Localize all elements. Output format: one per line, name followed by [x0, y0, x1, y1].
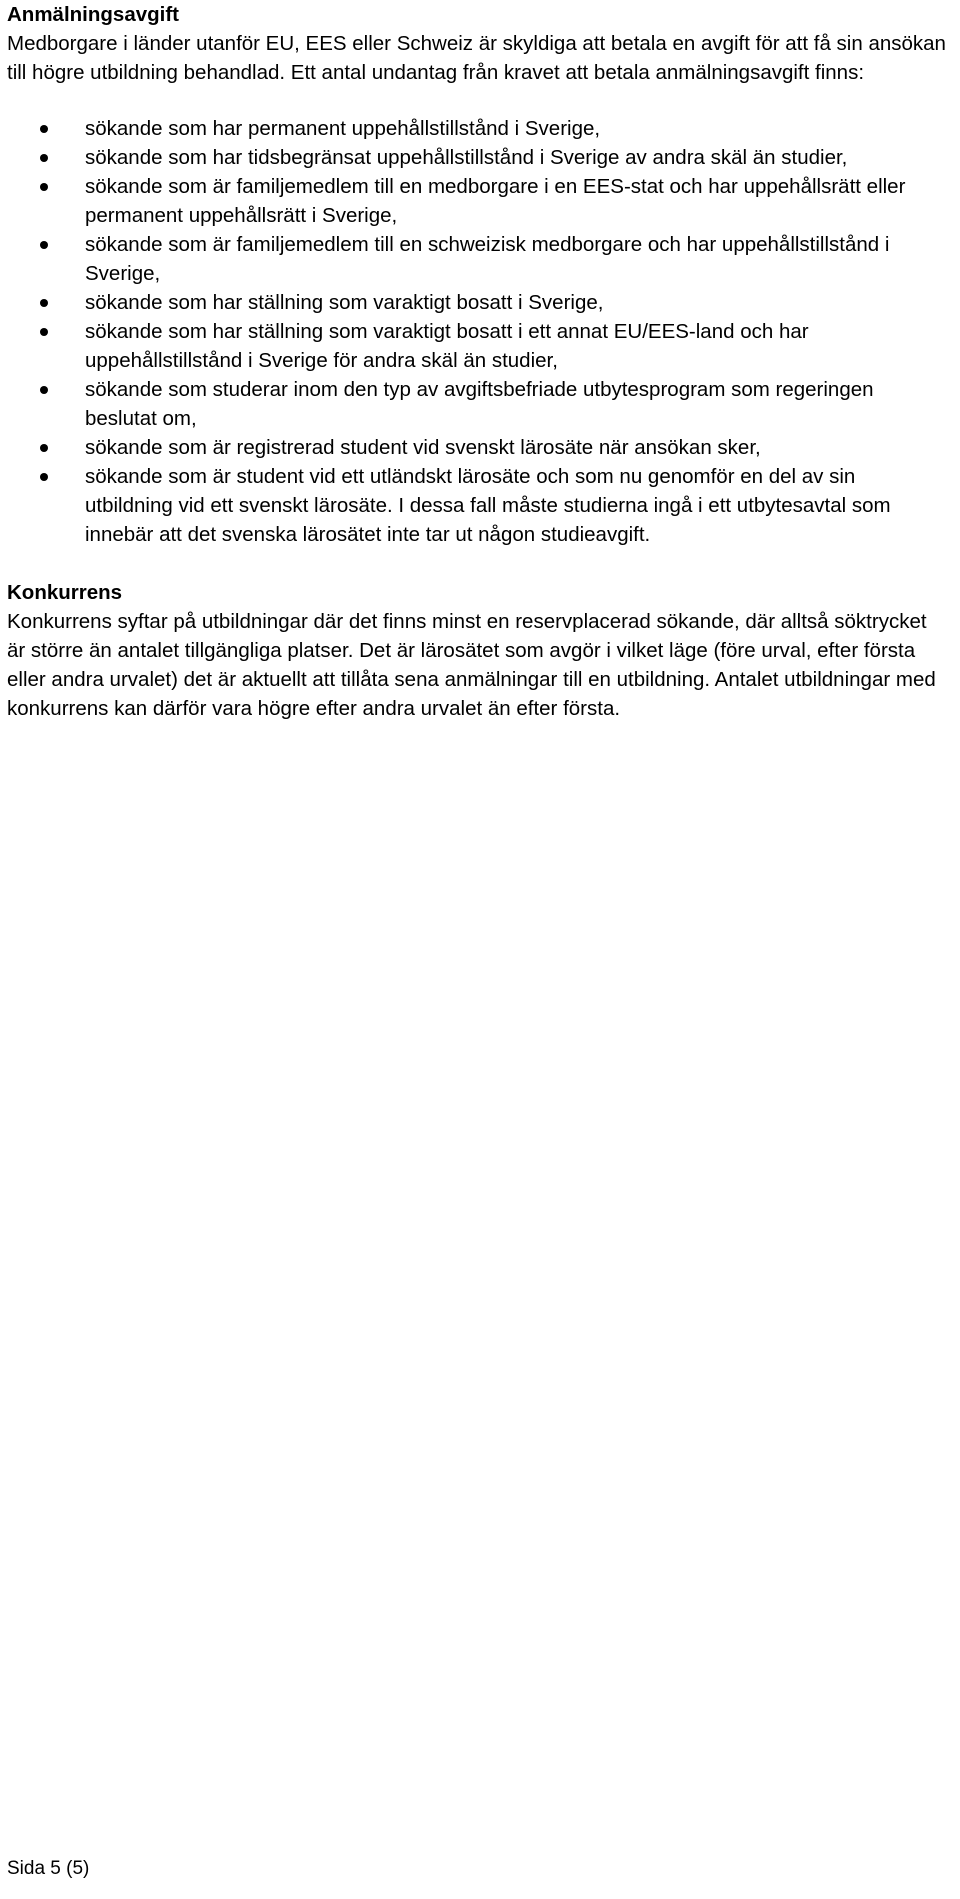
bullet-icon [40, 241, 48, 249]
list-item [7, 172, 947, 230]
section-heading: Anmälningsavgift [7, 3, 179, 26]
list-item-text: sökande som har tidsbegränsat uppehållstillstånd i Sverige av andra skäl än studier, [85, 146, 848, 169]
page-number: Sida 5 (5) [7, 1858, 90, 1879]
document-content [7, 0, 947, 723]
bullet-icon [40, 473, 48, 481]
list-item [7, 433, 947, 462]
bullet-icon [40, 386, 48, 394]
bullet-icon [40, 125, 48, 133]
list-item [7, 375, 947, 433]
list-item [7, 462, 947, 549]
list-item-text: sökande som har ställning som varaktigt bosatt i ett annat EU/EES-land och har uppehållstillstånd i Sverige för andra skäl än studier, [85, 320, 809, 372]
list-item [7, 288, 947, 317]
list-item [7, 114, 947, 143]
bullet-icon [40, 444, 48, 452]
exemption-list [7, 114, 947, 549]
section-heading: Konkurrens [7, 581, 123, 604]
list-item-text: sökande som har permanent uppehållstillstånd i Sverige, [85, 117, 601, 140]
bullet-icon [40, 299, 48, 307]
list-item-text: sökande som har ställning som varaktigt bosatt i Sverige, [85, 291, 604, 314]
list-item-text: sökande som studerar inom den typ av avgiftsbefriade utbytesprogram som regeringen beslutat om, [85, 378, 874, 430]
list-item [7, 143, 947, 172]
list-item [7, 230, 947, 288]
section-intro: Medborgare i länder utanför EU, EES eller Schweiz är skyldiga att betala en avgift för att få sin ansökan till högre utbildning behandlad. Ett antal undantag från kravet att betala anmälningsavgift finns: [7, 32, 946, 84]
bullet-icon [40, 154, 48, 162]
bullet-icon [40, 183, 48, 191]
list-item-text: sökande som är registrerad student vid svenskt lärosäte när ansökan sker, [85, 436, 761, 459]
list-item [7, 317, 947, 375]
section-anmalningsavgift [7, 0, 947, 549]
bullet-icon [40, 328, 48, 336]
list-item-text: sökande som är student vid ett utländskt lärosäte och som nu genomför en del av sin utbildning vid ett svenskt lärosäte. I dessa fall måste studierna ingå i ett utbytesavtal som innebär att det svenska lärosätet inte tar ut någon studieavgift. [85, 465, 891, 546]
section-body: Konkurrens syftar på utbildningar där det finns minst en reservplacerad sökande, där alltså söktrycket är större än antalet tillgängliga platser. Det är lärosätet som avgör i vilket läge (före urval, efter första eller andra urvalet) det är aktuellt att tillåta sena anmälningar till en utbildning. Antalet utbildningar med konkurrens kan därför vara högre efter andra urvalet än efter första. [7, 610, 936, 720]
list-item-text: sökande som är familjemedlem till en schweizisk medborgare och har uppehållstillstånd i Sverige, [85, 233, 890, 285]
list-item-text: sökande som är familjemedlem till en medborgare i en EES-stat och har uppehållsrätt eller permanent uppehållsrätt i Sverige, [85, 175, 906, 227]
section-konkurrens [7, 578, 947, 723]
